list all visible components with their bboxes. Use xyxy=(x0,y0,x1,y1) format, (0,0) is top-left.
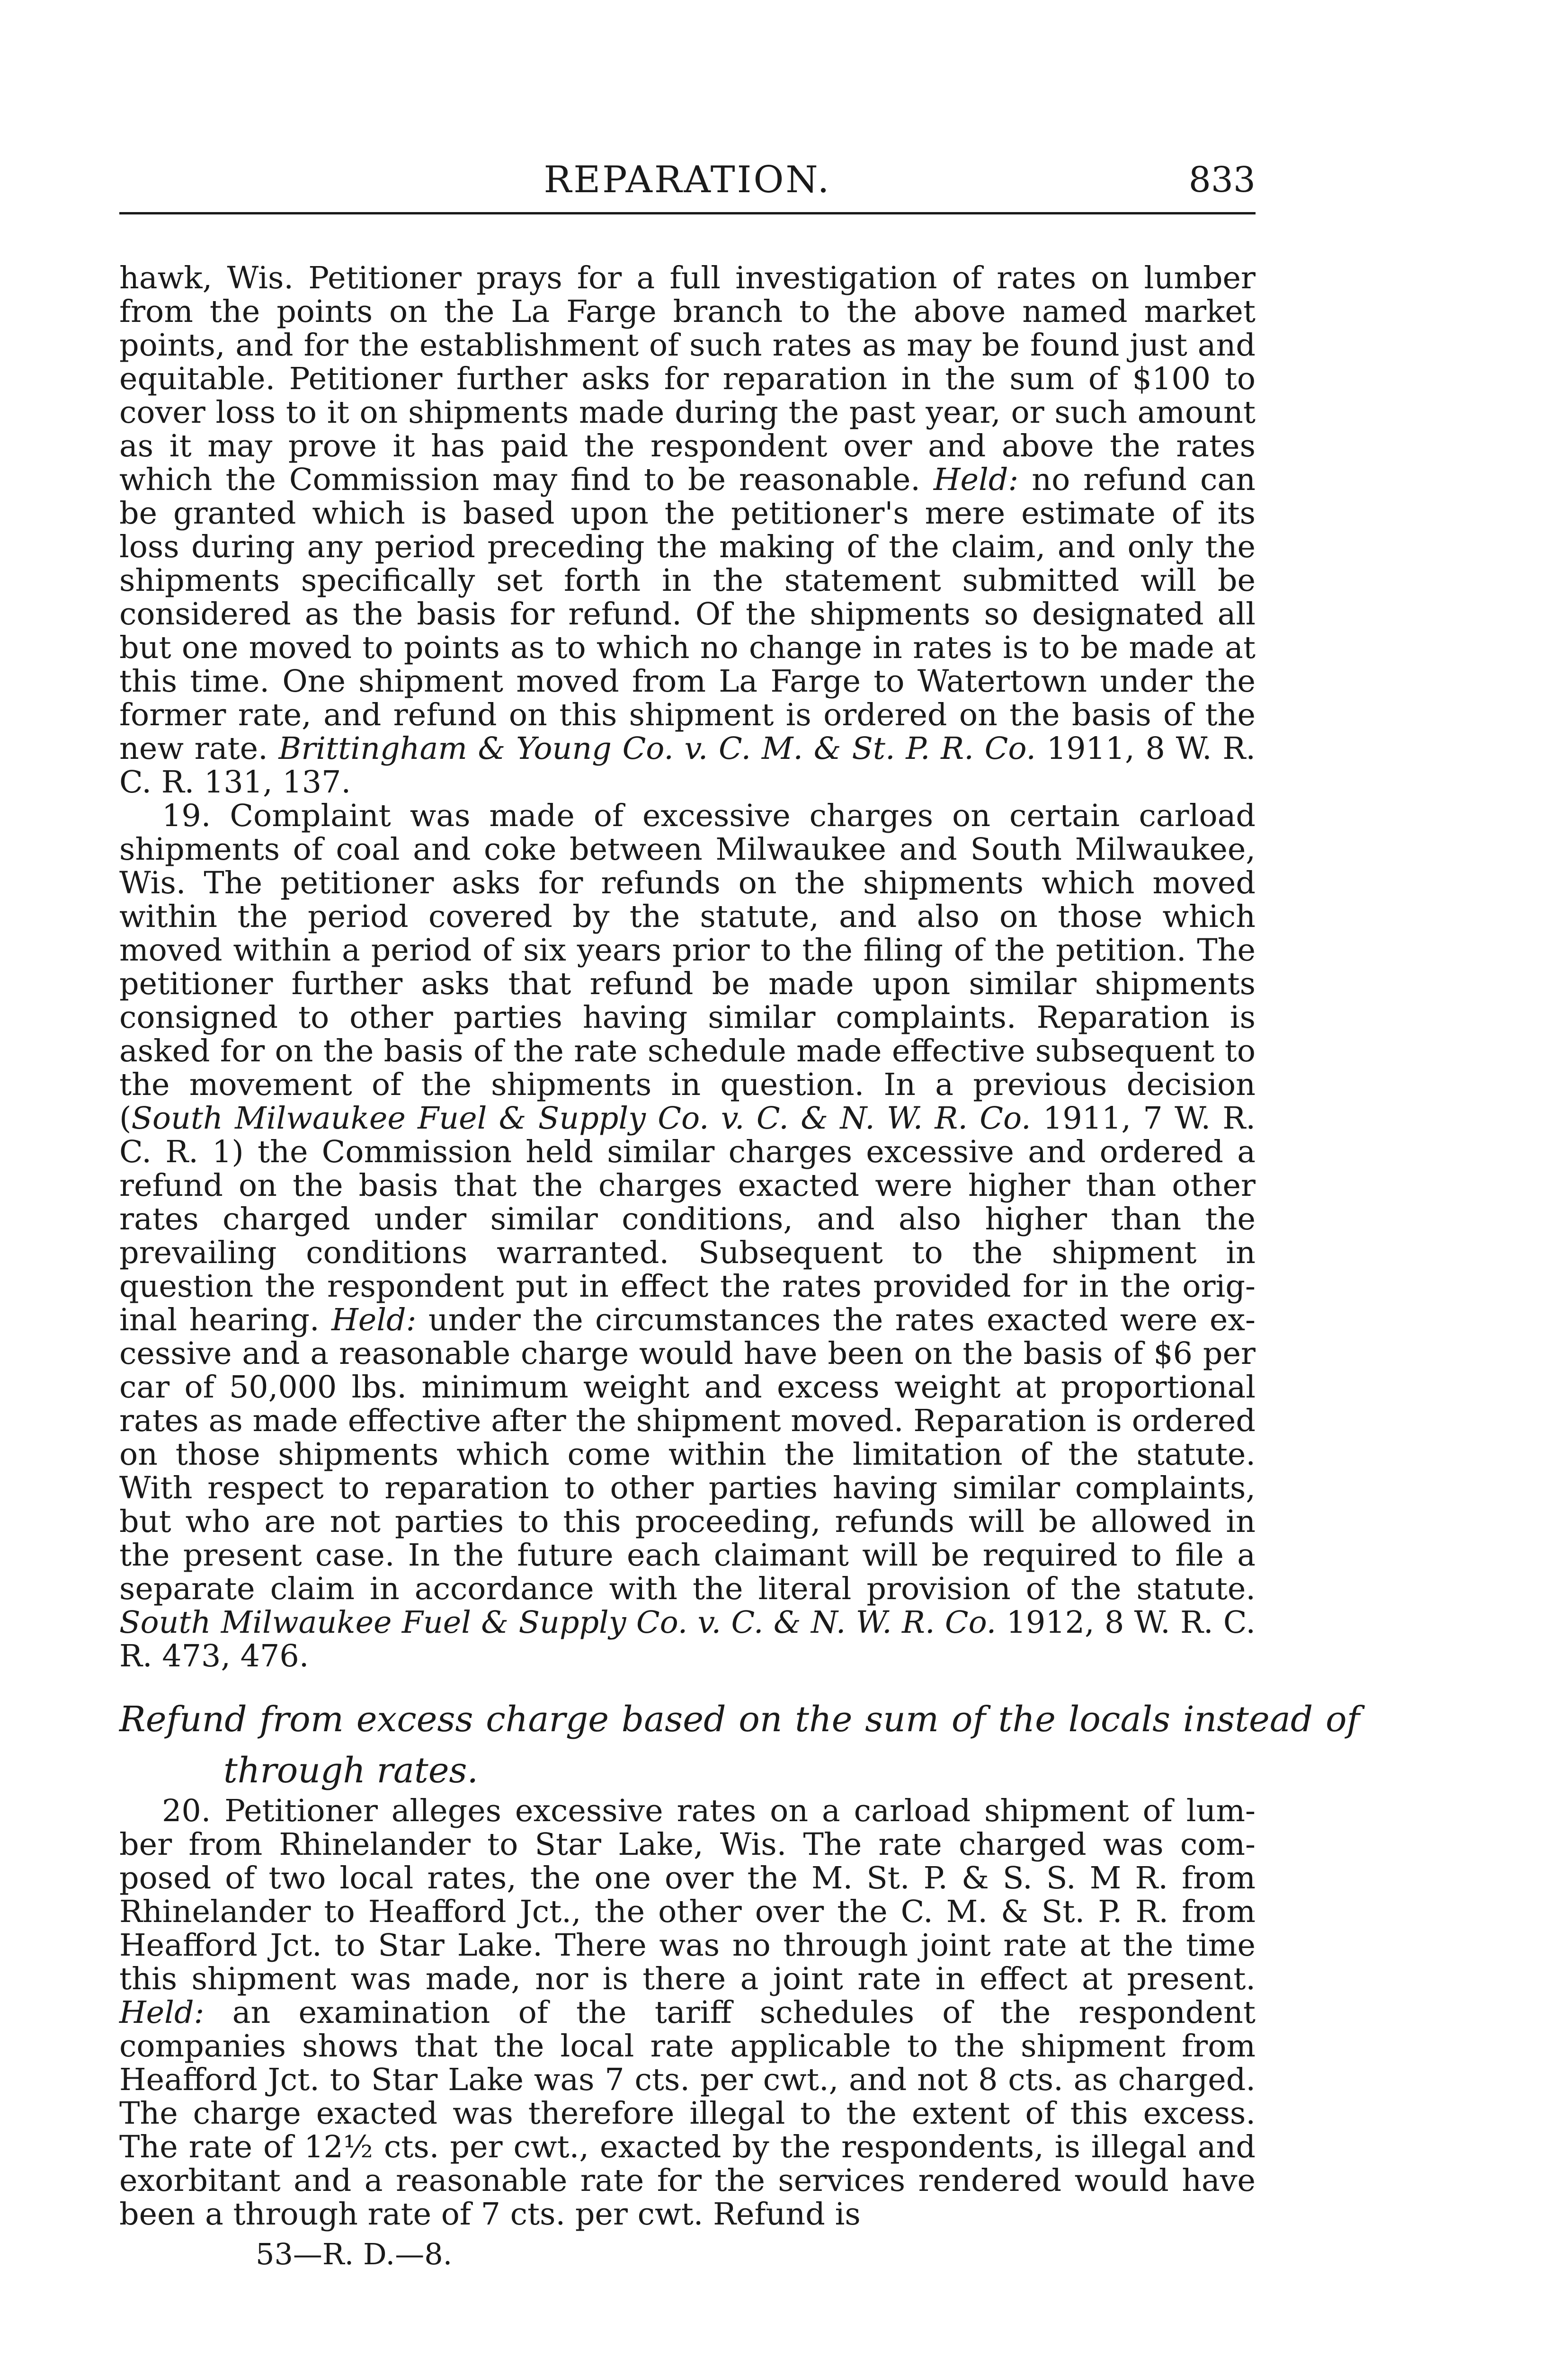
paragraph-19: 19. Complaint was made of excessive charges on certain carload shipments of coal and coke between Milwaukee and South Milwaukee, Wis. The petitioner asks for refunds on the shipments which moved within the period covered by the statute, and also on those which moved within a period of six years prior to the filing of the petition. The petitioner further asks that refund be made upon similar shipments consigned to other parties having similar complaints. Reparation is asked for on the basis of the rate schedule made effective subsequent to the movement of the shipments in question. In a previous decision (South Milwaukee Fuel & Supply Co. v. C. & N. W. R. Co. 1911, 7 W. R. C. R. 1) the Commission held similar charges excessive and ordered a refund on the basis that the charges exacted were higher than other rates charged under similar conditions, and also higher than the prevailing conditions warranted. Subsequent to the shipment in question the respondent put in effect the rates provided for in the original hearing. Held: under the circumstances the rates exacted were excessive and a reasonable charge would have been on the basis of $6 per car of 50,000 lbs. minimum weight and excess weight at proportional rates as made effective after the shipment moved. Reparation is ordered on those shipments which come within the limitation of the statute. With respect to reparation to other parties having similar complaints, but who are not parties to this proceeding, refunds will be allowed in the present case. In the future each claimant will be required to file a separate claim in accordance with the literal provision of the statute. South Milwaukee Fuel & Supply Co. v. C. & N. W. R. Co. 1912, 8 W. R. C. R. 473, 476. xyxy=(119,798,1256,1674)
page-number: 833 xyxy=(1188,160,1256,200)
paragraph-continued: hawk, Wis. Petitioner prays for a full investigation of rates on lumber from the points on the La Farge branch to the above named market points, and for the establishment of such rates as may be found just and equitable. Petitioner further asks for reparation in the sum of $100 to cover loss to it on shipments made during the past year, or such amount as it may prove it has paid the respondent over and above the rates which the Commission may find to be reasonable. Held: no refund can be granted which is based upon the petitioner's mere estimate of its loss during any period preceding the making of the claim, and only the shipments specifically set forth in the statement submitted will be considered as the basis for refund. Of the shipments so designated all but one moved to points as to which no change in rates is to be made at this time. One shipment moved from La Farge to Watertown under the former rate, and refund on this shipment is ordered on the basis of the new rate. Brittingham & Young Co. v. C. M. & St. P. R. Co. 1911, 8 W. R. C. R. 131, 137. xyxy=(119,260,1256,800)
running-title: REPARATION. xyxy=(543,159,831,201)
header-rule xyxy=(119,212,1256,214)
signature-mark: 53—R. D.—8. xyxy=(256,2237,453,2271)
held-label: Held: xyxy=(933,462,1019,498)
held-label: Held: xyxy=(119,1995,205,2030)
held-label: Held: xyxy=(331,1302,417,1338)
body-text-top xyxy=(119,261,1256,1673)
case-citation: Brittingham & Young Co. v. C. M. & St. P. R. Co. xyxy=(278,731,1036,766)
section-heading: Refund from excess charge based on the sum of the locals instead of through rates. xyxy=(119,1699,1360,1791)
body-text-bottom xyxy=(119,1794,1256,2231)
case-citation: South Milwaukee Fuel & Supply Co. v. C. & N. W. R. Co. xyxy=(131,1101,1031,1136)
running-head xyxy=(119,156,1256,204)
paragraph-20: 20. Petitioner alleges excessive rates on a carload shipment of lumber from Rhinelander to Star Lake, Wis. The rate charged was composed of two local rates, the one over the M. St. P. & S. S. M R. from Rhinelander to Heafford Jct., the other over the C. M. & St. P. R. from Heafford Jct. to Star Lake. There was no through joint rate at the time this shipment was made, nor is there a joint rate in effect at present. Held: an examination of the tariff schedules of the respondent companies shows that the local rate applicable to the shipment from Heafford Jct. to Star Lake was 7 cts. per cwt., and not 8 cts. as charged. The charge exacted was therefore illegal to the extent of this excess. The rate of 12½ cts. per cwt., exacted by the respondents, is illegal and exorbitant and a reasonable rate for the services rendered would have been a through rate of 7 cts. per cwt. Refund is xyxy=(119,1793,1256,2232)
case-citation: South Milwaukee Fuel & Supply Co. v. C. & N. W. R. Co. xyxy=(119,1605,997,1640)
